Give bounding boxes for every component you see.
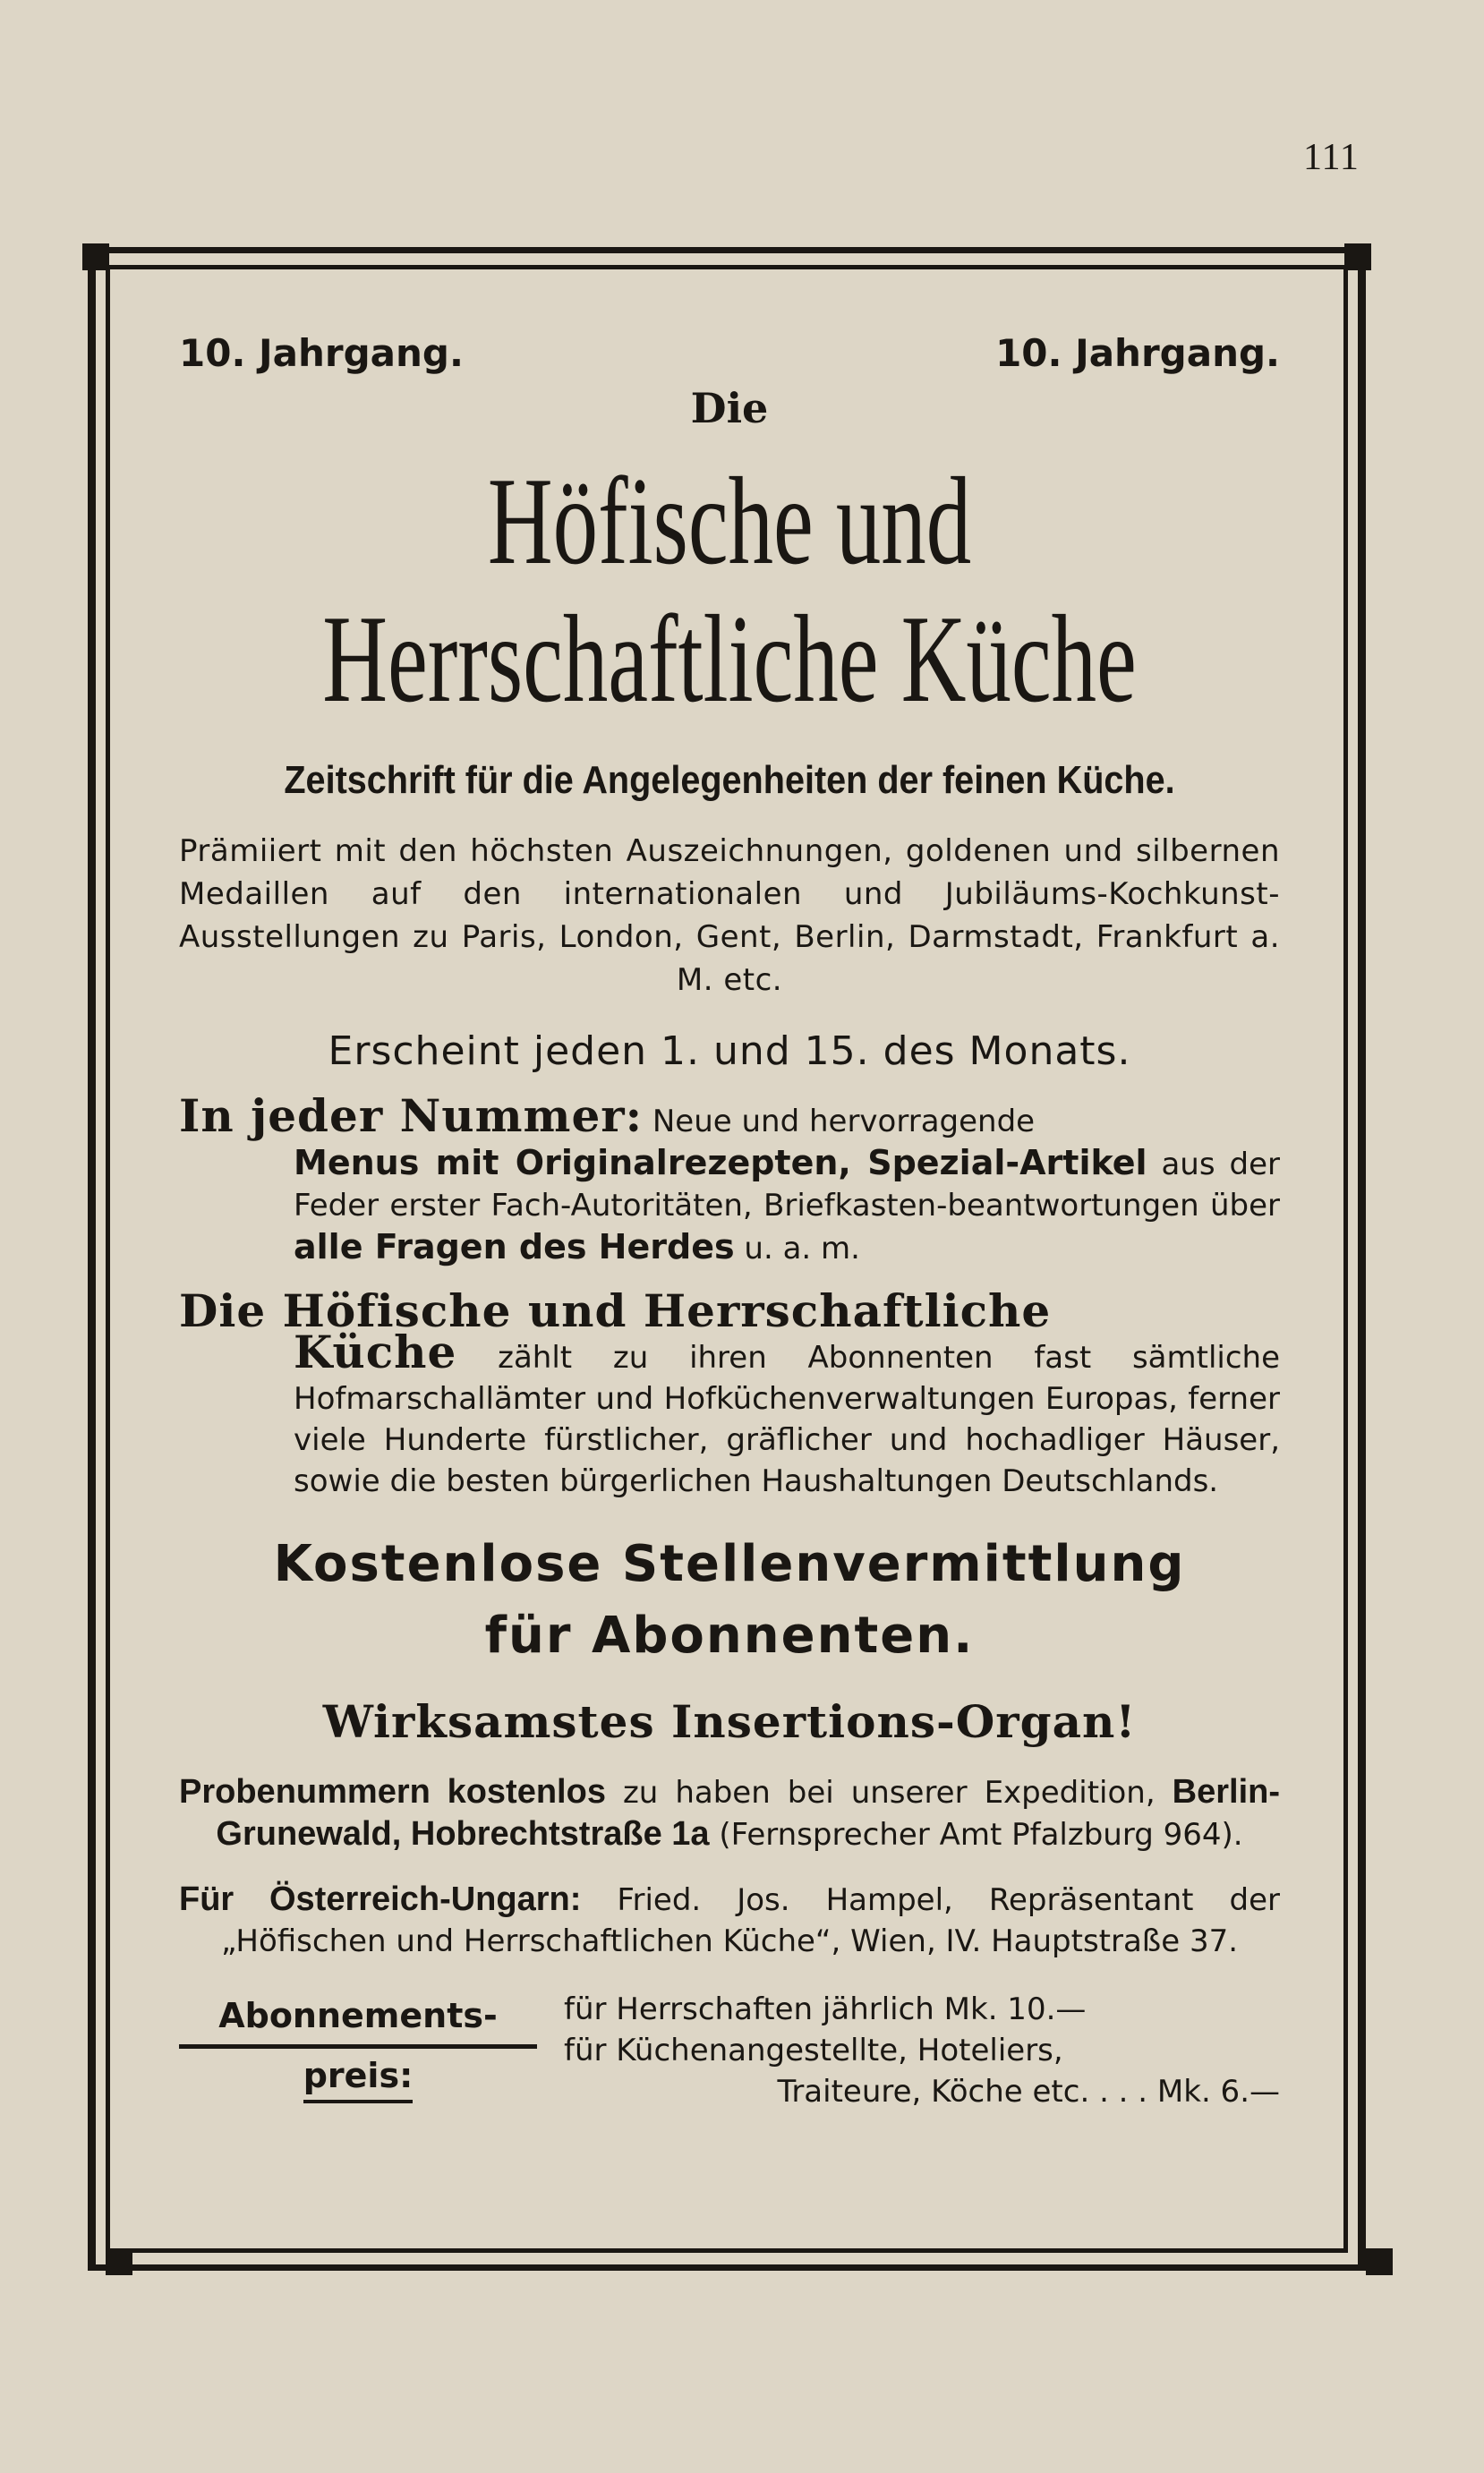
job-placement-line-2: für Abonnenten. bbox=[484, 1607, 975, 1665]
subscription-prices bbox=[537, 1989, 1280, 2112]
phone-info: (Fernsprecher Amt Pfalzburg 964). bbox=[719, 1817, 1243, 1853]
subscribers-lead-2: Küche bbox=[294, 1326, 457, 1378]
austria-label: Für Österreich-Ungarn: bbox=[179, 1880, 582, 1918]
corner-ornament bbox=[1366, 2248, 1393, 2275]
austria-representative bbox=[179, 1879, 1280, 1962]
job-placement-line-1: Kostenlose Stellenvermittlung bbox=[273, 1535, 1186, 1593]
advertisement-content bbox=[179, 331, 1280, 2112]
subscribers-lead: Die Höfische und Herrschaftliche bbox=[179, 1284, 1052, 1337]
subscribers-text: zählt zu ihren Abonnenten fast sämtliche Hofmarschallämter und Hofküchenverwaltungen Europas, ferner viele Hunderte fürstlicher, gräflicher und hochadliger Häuser, sowie die besten bürgerlichen Haushaltungen Deutschlands. bbox=[294, 1340, 1280, 1499]
corner-ornament bbox=[106, 2248, 132, 2275]
each-issue-text-3: u. a. m. bbox=[744, 1231, 860, 1266]
divider bbox=[179, 2044, 537, 2049]
title-line-1: Höfische und bbox=[487, 452, 972, 591]
publication-schedule: Erscheint jeden 1. und 15. des Monats. bbox=[328, 1028, 1131, 1074]
each-issue-block bbox=[179, 1089, 1280, 1269]
insertion-organ-heading: Wirksamstes Insertions-Organ! bbox=[322, 1695, 1137, 1748]
corner-ornament bbox=[1344, 243, 1371, 270]
title-line-2: Herrschaftliche Küche bbox=[322, 590, 1137, 729]
subscription-label-1: Abonnements- bbox=[218, 1996, 498, 2035]
each-issue-highlight-2: alle Fragen des Herdes bbox=[294, 1227, 735, 1266]
job-placement-banner bbox=[179, 1529, 1280, 1672]
subscription-label-2: preis: bbox=[303, 2051, 414, 2103]
price-line-3: Traiteure, Köche etc. . . . Mk. 6.— bbox=[777, 2074, 1280, 2110]
page-number: 111 bbox=[1303, 137, 1360, 178]
jahrgang-right: 10. Jahrgang. bbox=[995, 331, 1280, 375]
subscribers-block bbox=[179, 1284, 1280, 1502]
each-issue-highlight: Menus mit Originalrezepten, Spezial-Artikel bbox=[294, 1143, 1147, 1182]
each-issue-lead: In jeder Nummer: bbox=[179, 1089, 644, 1142]
sample-copies-detail: zu haben bei unserer Expedition, bbox=[622, 1775, 1156, 1811]
sample-copies-bold: Probenummern kostenlos bbox=[179, 1773, 606, 1811]
expedition-address: Berlin-Grunewald, Hobrechtstraße 1a bbox=[216, 1773, 1280, 1853]
subscription-price bbox=[179, 1989, 1280, 2112]
price-line-2: für Küchenangestellte, Hoteliers, bbox=[564, 2033, 1063, 2068]
jahrgang-left: 10. Jahrgang. bbox=[179, 331, 464, 375]
each-issue-text-2: aus der Feder erster Fach-Autoritäten, Briefkasten-beantwortungen über bbox=[294, 1147, 1280, 1224]
awards-text: Prämiiert mit den höchsten Auszeichnungen, goldenen und silbernen Medaillen auf den internationalen und Jubiläums-Kochkunst-Ausstellungen zu Paris, London, Gent, Berlin, Darmstadt, Frankfurt a. M. etc. bbox=[179, 833, 1280, 998]
subtitle: Zeitschrift für die Angelegenheiten der feinen Küche. bbox=[284, 758, 1175, 802]
sample-copies-text bbox=[179, 1771, 1280, 1855]
jahrgang-row bbox=[179, 331, 1280, 375]
subscription-label bbox=[179, 1989, 537, 2103]
austria-detail: Fried. Jos. Hampel, Repräsentant der „Höfischen und Herrschaftlichen Küche“, Wien, IV. Hauptstraße 37. bbox=[220, 1882, 1280, 1959]
price-line-1: für Herrschaften jährlich Mk. 10.— bbox=[564, 1991, 1087, 2027]
title-article: Die bbox=[690, 384, 769, 432]
corner-ornament bbox=[82, 243, 109, 270]
each-issue-text: Neue und hervorragende bbox=[652, 1104, 1036, 1139]
